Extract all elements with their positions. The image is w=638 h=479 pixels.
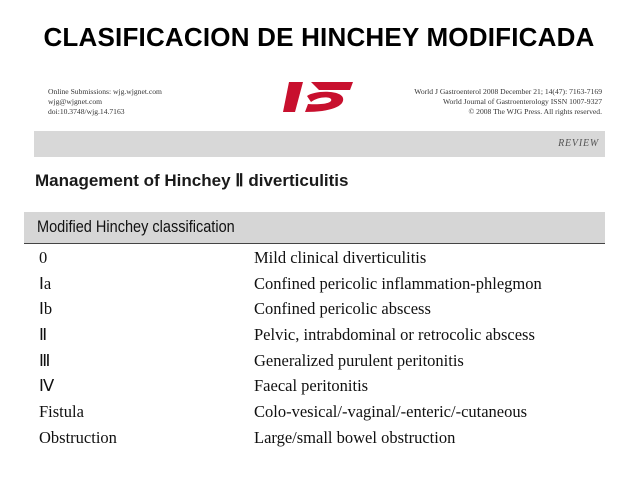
table-row xyxy=(24,398,605,424)
doi: doi:10.3748/wjg.14.7163 xyxy=(48,107,125,116)
journal-citation-info xyxy=(414,87,602,117)
table-row xyxy=(24,295,605,321)
description-cell: Faecal peritonitis xyxy=(254,376,369,396)
stage-cell: Ⅳ xyxy=(39,376,55,396)
stage-cell: Ⅰa xyxy=(39,273,52,293)
wjg-logo xyxy=(281,78,355,116)
copyright-line: © 2008 The WJG Press. All rights reserved. xyxy=(468,107,602,116)
stage-cell: 0 xyxy=(39,248,48,267)
description-cell: Large/small bowel obstruction xyxy=(254,427,456,447)
section-label: REVIEW xyxy=(558,138,599,149)
table-row xyxy=(24,321,605,347)
table-row xyxy=(24,424,605,450)
slide-title: CLASIFICACION DE HINCHEY MODIFICADA xyxy=(43,22,595,52)
table-header xyxy=(24,212,605,244)
citation-line: World J Gastroenterol 2008 December 21; 14(47): 7163-7169 xyxy=(414,87,602,96)
description-cell: Mild clinical diverticulitis xyxy=(254,248,427,267)
table-row xyxy=(24,372,605,398)
article-title: Management of Hinchey Ⅱ diverticulitis xyxy=(35,171,349,190)
submission-email: wjg@wjgnet.com xyxy=(48,97,103,106)
table-row xyxy=(24,347,605,373)
stage-cell: Obstruction xyxy=(39,427,117,447)
stage-cell: Ⅱ xyxy=(39,325,48,345)
journal-submission-info xyxy=(48,87,162,117)
description-cell: Confined pericolic abscess xyxy=(254,299,431,319)
description-cell: Confined pericolic inflammation-phlegmon xyxy=(254,273,542,293)
issn-line: World Journal of Gastroenterology ISSN 1007-9327 xyxy=(442,97,602,106)
section-band xyxy=(34,131,605,157)
stage-cell: Ⅰb xyxy=(39,299,53,319)
table-row xyxy=(24,270,605,296)
description-cell: Pelvic, intrabdominal or retrocolic abscess xyxy=(254,325,535,345)
description-cell: Generalized purulent peritonitis xyxy=(254,350,464,370)
table-header-label: Modified Hinchey classification xyxy=(37,218,235,236)
table-row xyxy=(24,244,605,270)
stage-cell: Fistula xyxy=(39,402,84,422)
hinchey-table xyxy=(24,212,605,450)
description-cell: Colo-vesical/-vaginal/-enteric/-cutaneous xyxy=(254,402,528,422)
submission-url: Online Submissions: wjg.wjgnet.com xyxy=(48,87,162,96)
stage-cell: Ⅲ xyxy=(39,350,51,370)
